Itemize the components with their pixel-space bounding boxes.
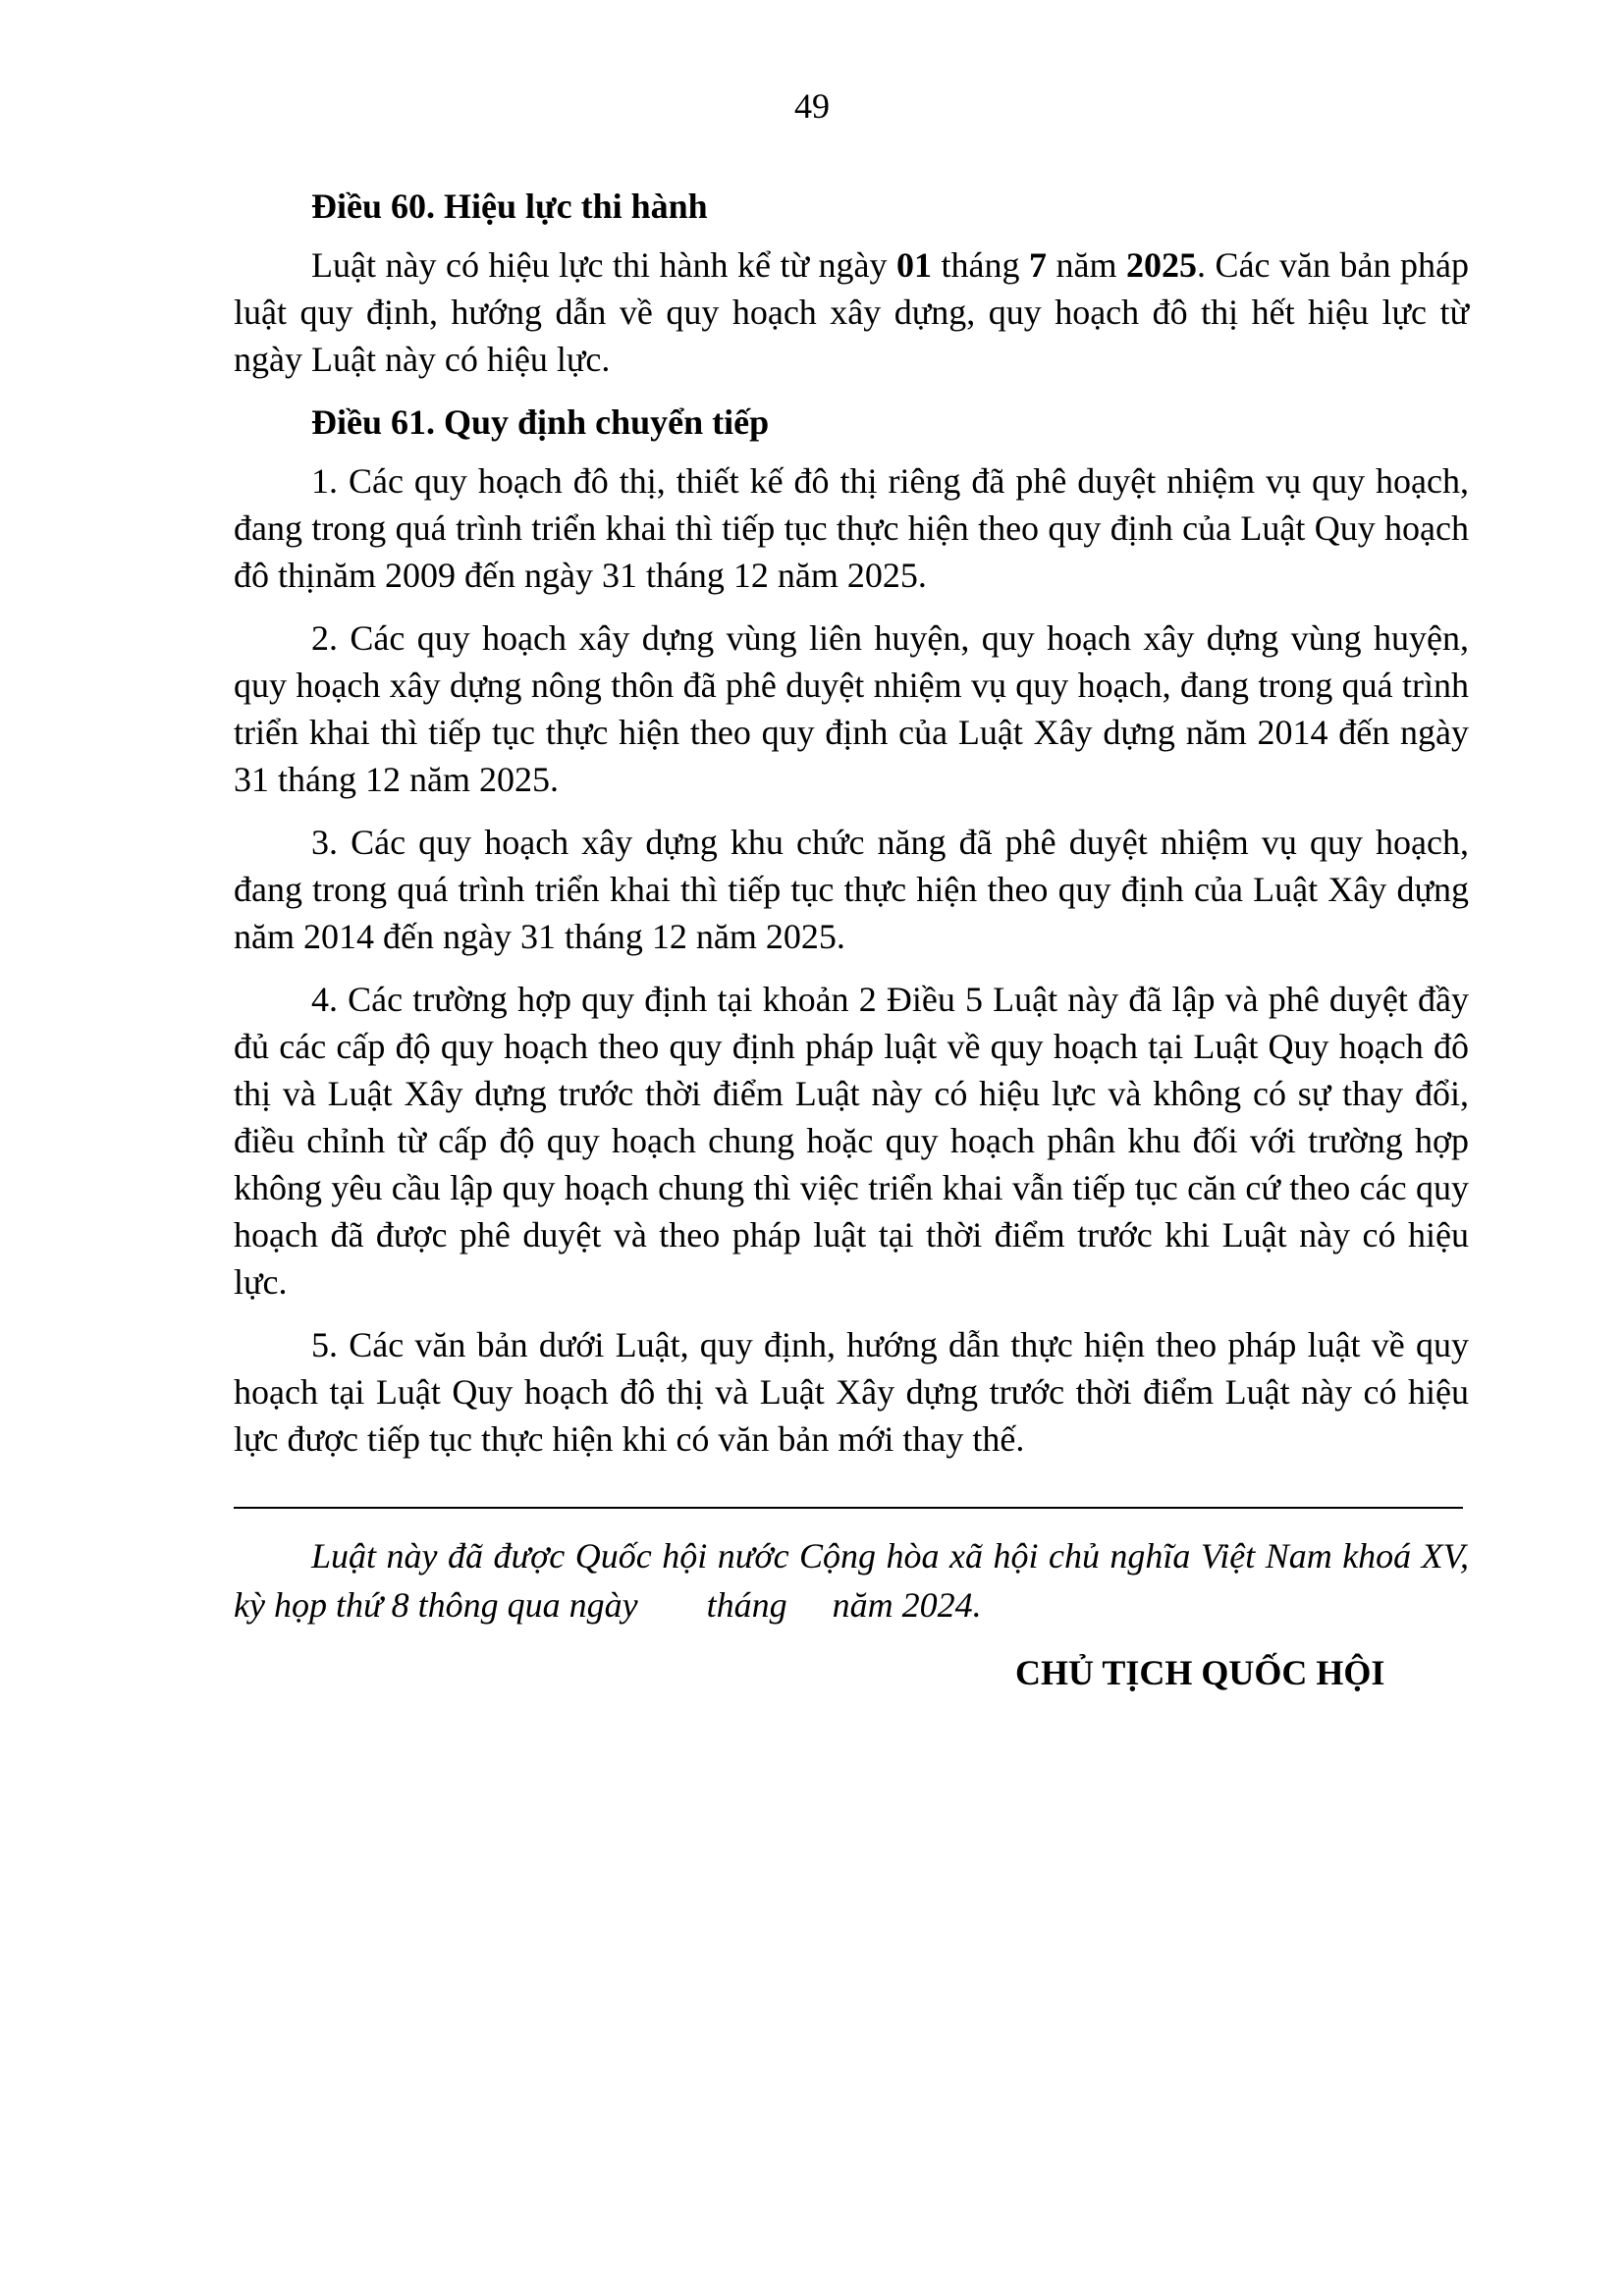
article-60-text-end: . Các văn bản pháp luật quy định, hướng dẫn về quy hoạch xây dựng, quy hoạch đô thị hết hiệu lực từ ngày Luật này có hiệu lực. xyxy=(234,245,1470,379)
signature-title: CHỦ TỊCH QUỐC HỘI xyxy=(1015,1653,1385,1692)
month-word: tháng xyxy=(932,245,1030,285)
article-61-item-4: 4. Các trường hợp quy định tại khoản 2 Điều 5 Luật này đã lập và phê duyệt đầy đủ các cấp độ quy hoạch theo quy định pháp luật về quy hoạch tại Luật Quy hoạch đô thị và Luật Xây dựng trước thời điểm Luật này có hiệu lực và không có sự thay đổi, điều chỉnh từ cấp độ quy hoạch chung hoặc quy hoạch phân khu đối với trường hợp không yêu cầu lập quy hoạch chung thì việc triển khai vẫn tiếp tục căn cứ theo các quy hoạch đã được phê duyệt và theo pháp luật tại thời điểm trước khi Luật này có hiệu lực. xyxy=(234,980,1469,1302)
effective-day: 01 xyxy=(896,245,933,285)
separator-line xyxy=(234,1507,1463,1509)
year-word: năm xyxy=(1047,245,1127,285)
article-61-title: Điều 61. Quy định chuyển tiếp xyxy=(311,402,770,442)
closing-part-2: tháng xyxy=(706,1585,787,1625)
effective-year: 2025 xyxy=(1126,245,1198,285)
article-61-item-1: 1. Các quy hoạch đô thị, thiết kế đô thị riêng đã phê duyệt nhiệm vụ quy hoạch, đang trong quá trình triển khai thì tiếp tục thực hiện theo quy định của Luật Quy hoạch đô thịnăm 2009 đến ngày 31 tháng 12 năm 2025. xyxy=(234,461,1469,595)
article-60-text-start: Luật này có hiệu lực thi hành kể từ ngày xyxy=(311,245,897,285)
article-61-item-2: 2. Các quy hoạch xây dựng vùng liên huyện, quy hoạch xây dựng vùng huyện, quy hoạch xây dựng nông thôn đã phê duyệt nhiệm vụ quy hoạch, đang trong quá trình triển khai thì tiếp tục thực hiện theo quy định của Luật Xây dựng năm 2014 đến ngày 31 tháng 12 năm 2025. xyxy=(234,618,1469,799)
article-60-text xyxy=(234,241,1469,383)
closing-part-1: Luật này đã được Quốc hội nước Cộng hòa xã hội chủ nghĩa Việt Nam khoá XV, kỳ họp thứ 8 thông qua ngày xyxy=(234,1536,1469,1625)
closing-part-3: năm 2024. xyxy=(832,1585,982,1625)
closing-statement xyxy=(234,1531,1469,1629)
effective-month: 7 xyxy=(1029,245,1048,285)
page-number: 49 xyxy=(794,86,830,126)
article-61-item-5: 5. Các văn bản dưới Luật, quy định, hướng dẫn thực hiện theo pháp luật về quy hoạch tại Luật Quy hoạch đô thị và Luật Xây dựng trước thời điểm Luật này có hiệu lực được tiếp tục thực hiện khi có văn bản mới thay thế. xyxy=(234,1325,1469,1459)
article-61-item-3: 3. Các quy hoạch xây dựng khu chức năng đã phê duyệt nhiệm vụ quy hoạch, đang trong quá trình triển khai thì tiếp tục thực hiện theo quy định của Luật Xây dựng năm 2014 đến ngày 31 tháng 12 năm 2025. xyxy=(234,823,1469,956)
document-body xyxy=(234,183,1469,1478)
article-60-title: Điều 60. Hiệu lực thi hành xyxy=(311,187,708,226)
